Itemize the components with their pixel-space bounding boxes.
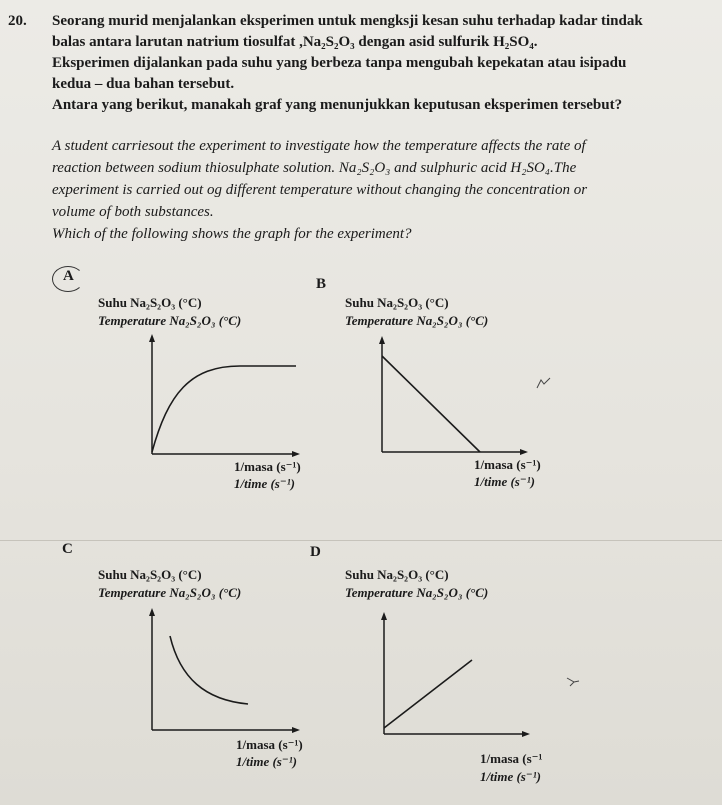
en-line-2: reaction between sodium thiosulphate solution. Na₂S₂O₃ and sulphuric acid H₂SO₄.The xyxy=(52,160,577,176)
option-d-line xyxy=(384,660,472,728)
option-a-curve xyxy=(152,366,296,452)
en-line-3: experiment is carried out og different temperature without changing the concentration or xyxy=(52,182,588,198)
ms-line-2: balas antara larutan natrium tiosulfat ,Na₂S₂O₃ dengan asid sulfurik H₂SO₄. xyxy=(52,34,538,50)
ms-line-3: Eksperimen dijalankan pada suhu yang berbeza tanpa mengubah kepekatan atau isipadu xyxy=(52,55,627,71)
option-b-letter[interactable]: B xyxy=(316,276,327,292)
option-b-line xyxy=(382,356,480,452)
option-b-x-label-ms: 1/masa (s⁻¹) xyxy=(474,457,541,472)
option-d-x-label-ms: 1/masa (s⁻¹ xyxy=(480,751,543,766)
option-a-x-label-ms: 1/masa (s⁻¹) xyxy=(234,459,301,474)
option-c-letter[interactable]: C xyxy=(62,541,73,557)
option-c-x-label-en: 1/time (s⁻¹) xyxy=(236,754,297,769)
option-d-y-label-ms: Suhu Na₂S₂O₃ (°C) xyxy=(345,567,449,582)
option-d-x-label-en: 1/time (s⁻¹) xyxy=(480,769,541,784)
option-d-y-label-en: Temperature Na₂S₂O₃ (°C) xyxy=(345,585,489,600)
en-line-5: Which of the following shows the graph for the experiment? xyxy=(52,226,412,242)
option-b-x-arrow xyxy=(520,449,528,455)
option-b-y-arrow xyxy=(379,336,385,344)
ms-line-5: Antara yang berikut, manakah graf yang menunjukkan keputusan eksperimen tersebut? xyxy=(52,97,623,113)
option-a-x-arrow xyxy=(292,451,300,457)
question-number: 20. xyxy=(8,13,27,29)
option-c-y-label-ms: Suhu Na₂S₂O₃ (°C) xyxy=(98,567,202,582)
option-a-y-label-en: Temperature Na₂S₂O₃ (°C) xyxy=(98,313,242,328)
option-a-y-arrow xyxy=(149,334,155,342)
option-d-graph xyxy=(382,612,530,736)
pen-tick-mark xyxy=(536,376,552,390)
option-b-graph xyxy=(380,336,528,454)
option-a-x-label-en: 1/time (s⁻¹) xyxy=(234,476,295,491)
section-divider xyxy=(0,540,722,541)
option-c-y-arrow xyxy=(149,608,155,616)
option-d-y-arrow xyxy=(381,612,387,620)
en-line-1: A student carriesout the experiment to investigate how the temperature affects the rate of xyxy=(52,138,586,154)
option-c-graph xyxy=(150,608,300,732)
ms-line-1: Seorang murid menjalankan eksperimen untuk mengksji kesan suhu terhadap kadar tindak xyxy=(52,13,643,29)
en-line-4: volume of both substances. xyxy=(52,204,214,220)
option-b-y-label-en: Temperature Na₂S₂O₃ (°C) xyxy=(345,313,489,328)
option-d-x-arrow xyxy=(522,731,530,737)
option-d-letter[interactable]: D xyxy=(310,544,321,560)
option-b-y-label-ms: Suhu Na₂S₂O₃ (°C) xyxy=(345,295,449,310)
option-c-y-label-en: Temperature Na₂S₂O₃ (°C) xyxy=(98,585,242,600)
option-a-letter[interactable]: A xyxy=(63,268,74,284)
option-c-x-label-ms: 1/masa (s⁻¹) xyxy=(236,737,303,752)
option-c-curve xyxy=(170,636,248,704)
option-b-x-label-en: 1/time (s⁻¹) xyxy=(474,474,535,489)
pen-tick-mark-2 xyxy=(566,676,580,688)
option-a-graph xyxy=(150,334,300,456)
ms-line-4: kedua – dua bahan tersebut. xyxy=(52,76,235,92)
option-a-y-label-ms: Suhu Na₂S₂O₃ (°C) xyxy=(98,295,202,310)
option-c-x-arrow xyxy=(292,727,300,733)
